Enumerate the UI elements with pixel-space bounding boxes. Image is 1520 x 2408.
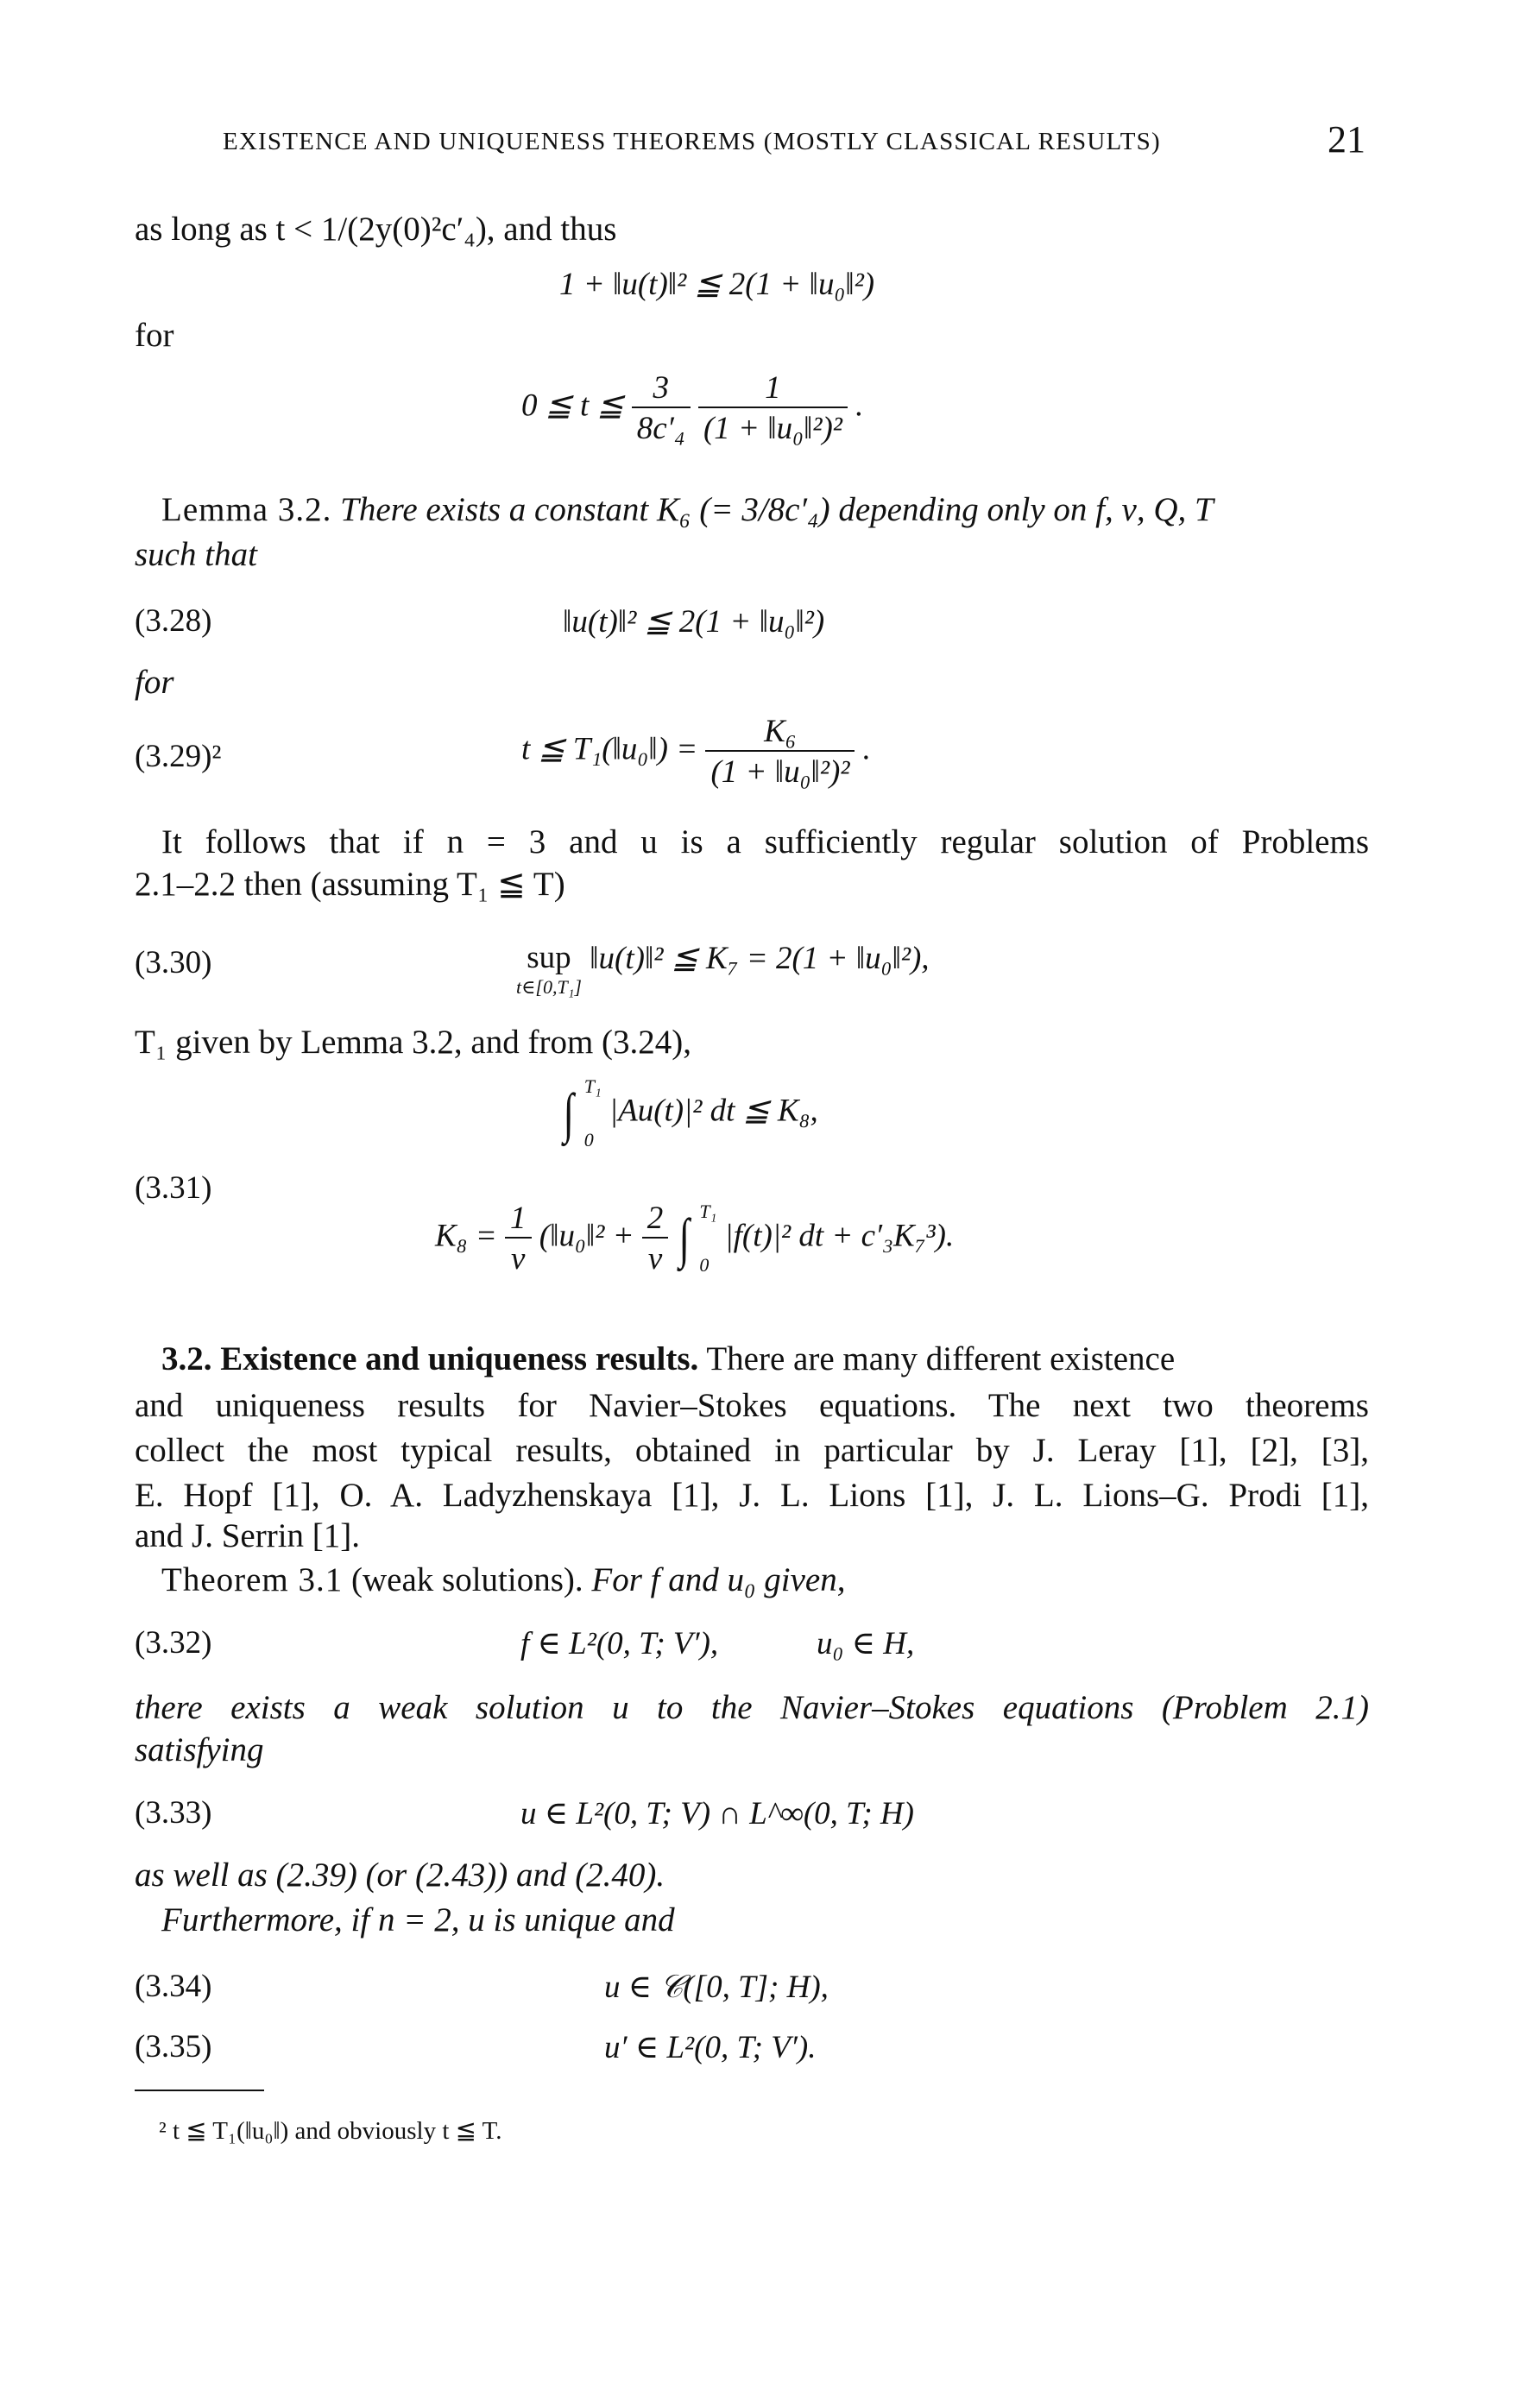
equation-label: (3.29)²: [135, 739, 222, 774]
equation: u ∈ L²(0, T; V) ∩ L^∞(0, T; H): [520, 1796, 914, 1831]
text-line: such that: [135, 536, 257, 573]
text-line: T₁ given by Lemma 3.2, and from (3.24),: [135, 1024, 692, 1061]
page-number: 21: [1328, 118, 1365, 161]
equation: u₀ ∈ H,: [817, 1626, 915, 1661]
equation-label: (3.30): [135, 945, 212, 980]
text-line: as long as t < 1/(2y(0)²c′₄), and thus: [135, 211, 617, 248]
theorem-heading: Theorem 3.1 (weak solutions). For f and u₀ given,: [161, 1561, 846, 1598]
equation-label: (3.35): [135, 2029, 212, 2064]
equation: K₈ = $\frac{1}{\nu}$ (‖u₀‖² + $\frac{2}{\nu}$ ∫ T₁ 0 |f(t)|² dt + c′₃K₇³).: [435, 1201, 955, 1276]
paragraph: and uniqueness results for Navier–Stokes equations. The next two theorems collect the most typical results, obtained in particular by J. Leray [1], [2], [3], E. Hopf [1], O. A. Ladyzhenskaya [1], J. L. Lions [1], J. L. Lions–G. Prodi [1],: [135, 1387, 1369, 1514]
lemma-heading: Lemma 3.2. There exists a constant K₆ (= 3/8c′₄) depending only on f, ν, Q, T: [161, 491, 1214, 528]
equation: 0 ≦ t ≦ $\frac{3}{\text{8c′₄}}$ $\frac{1}{\text{(1 + ‖u₀‖²)²}}$ .: [521, 370, 864, 446]
text-line: and J. Serrin [1].: [135, 1517, 361, 1554]
footnote: ² t ≦ T₁(‖u₀‖) and obviously t ≦ T.: [159, 2117, 502, 2145]
text-line: 2.1–2.2 then (assuming T₁ ≦ T): [135, 866, 565, 903]
equation: u ∈ 𝒞([0, T]; H),: [604, 1970, 829, 2005]
equation: 1 + ‖u(t)‖² ≦ 2(1 + ‖u₀‖²): [559, 267, 875, 302]
equation-label: (3.32): [135, 1625, 212, 1661]
equation-label: (3.31): [135, 1170, 212, 1206]
equation-label: (3.33): [135, 1795, 212, 1831]
equation: ∫ T₁ 0 |Au(t)|² dt ≦ K₈,: [563, 1075, 818, 1150]
equation: ‖u(t)‖² ≦ 2(1 + ‖u₀‖²): [563, 604, 825, 640]
paragraph: there exists a weak solution u to the Navier–Stokes equations (Problem 2.1): [135, 1689, 1369, 1726]
text-line: for: [135, 664, 174, 701]
equation-label: (3.34): [135, 1969, 212, 2004]
running-header: EXISTENCE AND UNIQUENESS THEOREMS (MOSTLY CLASSICAL RESULTS): [223, 128, 1161, 155]
text-line: as well as (2.39) (or (2.43)) and (2.40).: [135, 1856, 665, 1894]
footnote-rule: [135, 2090, 264, 2091]
equation-label: (3.28): [135, 603, 212, 639]
equation: f ∈ L²(0, T; V′),: [520, 1626, 719, 1661]
equation: u′ ∈ L²(0, T; V′).: [604, 2030, 817, 2065]
text-line: satisfying: [135, 1731, 264, 1768]
equation: t ≦ T₁(‖u₀‖) = $\frac{\text{K₆}}{\text{(1 + ‖u₀‖²)²}}$ .: [521, 714, 871, 790]
section-heading-line: 3.2. Existence and uniqueness results. There are many different existence: [161, 1340, 1176, 1377]
equation: sup t∈[0,T₁] ‖u(t)‖² ≦ K₇ = 2(1 + ‖u₀‖²),: [516, 940, 930, 998]
text-line: Furthermore, if n = 2, u is unique and: [161, 1901, 675, 1938]
paragraph: It follows that if n = 3 and u is a sufficiently regular solution of Problems: [161, 823, 1369, 860]
text-line: for: [135, 317, 174, 354]
